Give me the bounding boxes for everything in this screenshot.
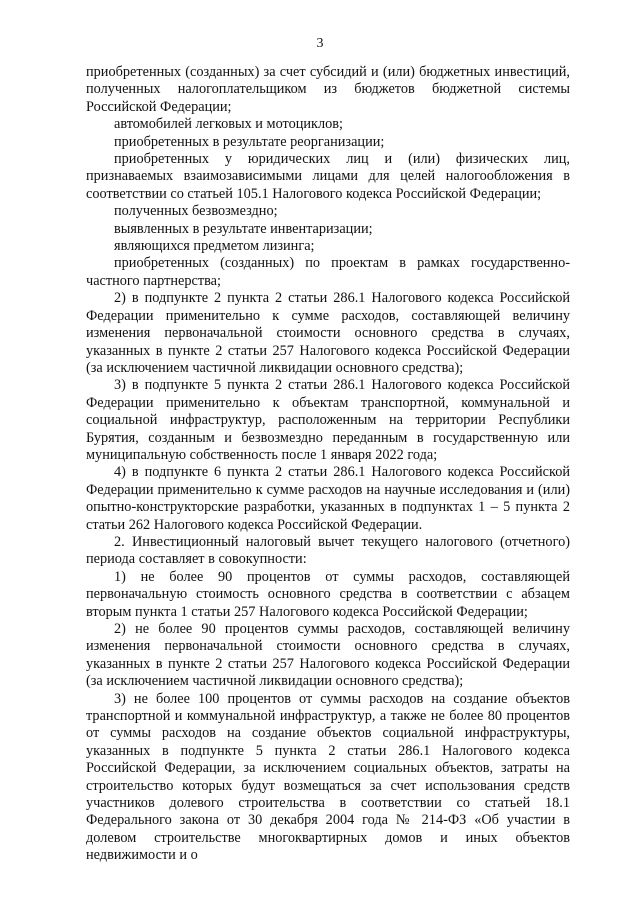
paragraph-deduction-3: 3) не более 100 процентов от суммы расходов на создание объектов транспортной и коммунальной инфраструктур, а также не более 80 процентов от суммы расходов на создание объектов социальной инфраструктуры, указанных в подпункте 5 пункта 2 статьи 286.1 Налогового кодекса Российской Федерации, за исключением социальных объектов, затраты на строительство которых будут возмещаться за счет использования средств участников долевого строительства в соответствии со статьей 18.1 Федерального закона от 30 декабря 2004 года № 214-ФЗ «Об участии в долевом строительстве многоквартирных домов и иных объектов недвижимости и о: [86, 690, 570, 864]
paragraph-item-4: 4) в подпункте 6 пункта 2 статьи 286.1 Налогового кодекса Российской Федерации применительно к сумме расходов на научные исследования и (или) опытно-конструкторские разработки, указанных в подпунктах 1 – 5 пункта 2 статьи 262 Налогового кодекса Российской Федерации.: [86, 464, 570, 533]
paragraph-free-of-charge: полученных безвозмездно;: [114, 203, 278, 220]
paragraph-item-2: 2) в подпункте 2 пункта 2 статьи 286.1 Налогового кодекса Российской Федерации применительно к сумме расходов, составляющей величину изменения первоначальной стоимости основного средства в случаях, указанных в пункте 2 статьи 257 Налогового кодекса Российской Федерации (за исключением частичной ликвидации основного средства);: [86, 290, 570, 376]
paragraph-inventory: выявленных в результате инвентаризации;: [114, 220, 373, 237]
page-number: 3: [316, 36, 324, 51]
paragraph-related-parties: приобретенных у юридических лиц и (или) физических лиц, признаваемых взаимозависимыми лицами для целей налогообложения в соответствии со статьей 105.1 Налогового кодекса Российской Федерации;: [86, 151, 570, 202]
paragraph-ppp: приобретенных (созданных) по проектам в рамках государственно-частного партнерства;: [86, 255, 570, 289]
paragraph-deduction-1: 1) не более 90 процентов от суммы расходов, составляющей первоначальную стоимость основного средства в соответствии с абзацем вторым пункта 1 статьи 257 Налогового кодекса Российской Федерации;: [86, 568, 570, 620]
paragraph-reorganization: приобретенных в результате реорганизации;: [114, 133, 385, 150]
paragraph-deduction-2: 2) не более 90 процентов суммы расходов, составляющей величину изменения первоначальной стоимости основного средства в случаях, указанных в пункте 2 статьи 257 Налогового кодекса Российской Федерации (за исключением частичной ликвидации основного средства);: [86, 621, 570, 690]
paragraph-cars: автомобилей легковых и мотоциклов;: [114, 116, 343, 133]
paragraph-leasing: являющихся предметом лизинга;: [114, 238, 315, 255]
paragraph-subsidy-investments: приобретенных (созданных) за счет субсидий и (или) бюджетных инвестиций, полученных налогоплательщиком из бюджетов бюджетной системы Российской Федерации;: [86, 64, 570, 115]
paragraph-item-3: 3) в подпункте 5 пункта 2 статьи 286.1 Налогового кодекса Российской Федерации применительно к объектам транспортной, коммунальной и социальной инфраструктур, расположенным на территории Республики Бурятия, созданным и безвозмездно переданным в государственную или муниципальную собственность после 1 января 2022 года;: [86, 377, 570, 463]
document-body: [86, 64, 570, 865]
paragraph-section-2: 2. Инвестиционный налоговый вычет текущего налогового (отчетного) периода составляет в совокупности:: [86, 533, 570, 568]
